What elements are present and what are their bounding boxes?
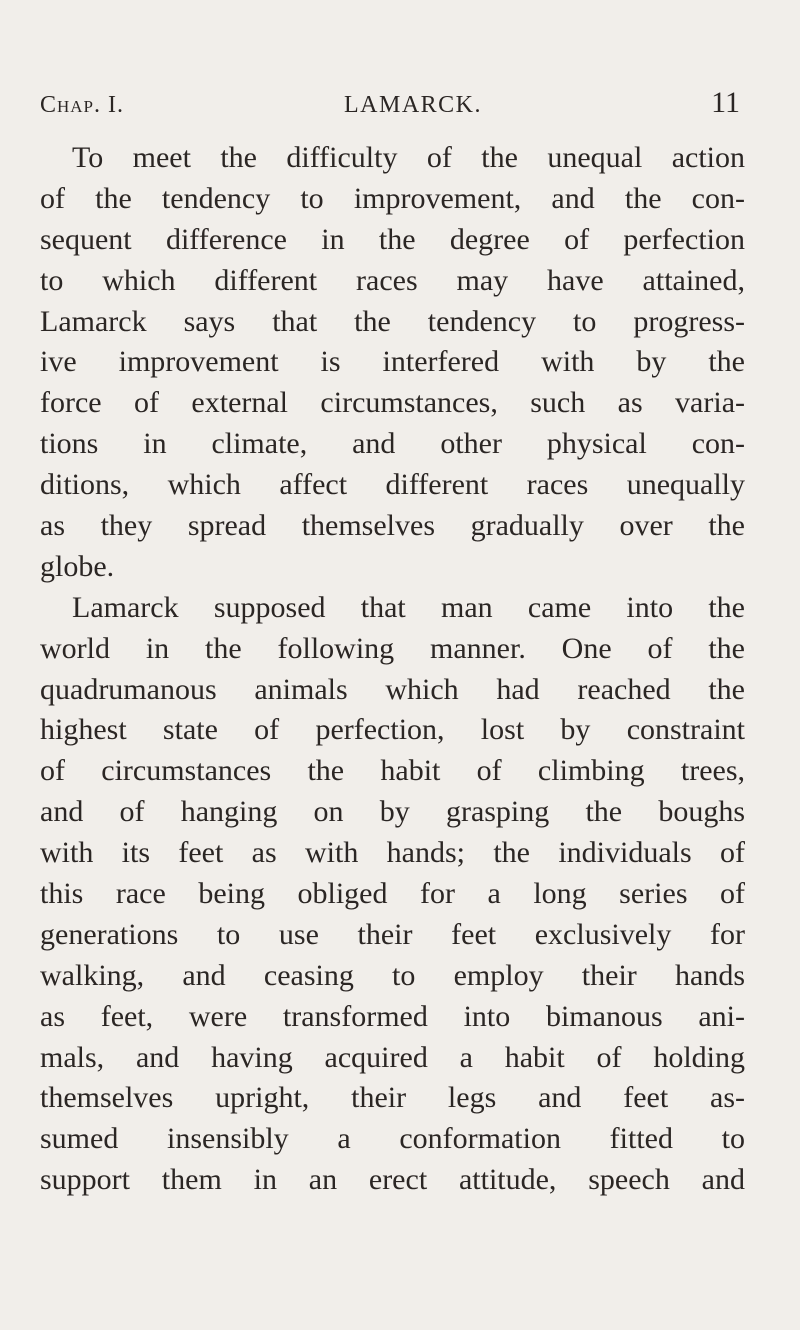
body-text — [40, 138, 745, 1201]
text-line: with its feet as with hands; the individuals of — [40, 836, 745, 870]
text-line: and of hanging on by grasping the boughs — [40, 795, 745, 829]
text-line: Lamarck says that the tendency to progress- — [40, 304, 745, 338]
text-line: highest state of perfection, lost by constraint — [40, 713, 745, 747]
text-line: walking, and ceasing to employ their hands — [40, 958, 745, 992]
text-line: force of external circumstances, such as varia- — [40, 386, 745, 420]
text-line: tions in climate, and other physical con- — [40, 427, 745, 461]
text-line: ditions, which affect different races unequally — [40, 468, 745, 502]
text-line: sumed insensibly a conformation fitted to — [40, 1122, 745, 1156]
text-line: sequent difference in the degree of perfection — [40, 222, 745, 256]
text-line: as feet, were transformed into bimanous ani- — [40, 999, 745, 1033]
page-number: 11 — [711, 86, 740, 119]
text-line: themselves upright, their legs and feet as- — [40, 1081, 745, 1115]
text-line: as they spread themselves gradually over the — [40, 509, 745, 543]
text-line: to which different races may have attained, — [40, 263, 745, 297]
running-head — [40, 86, 740, 132]
text-line: ive improvement is interfered with by the — [40, 345, 745, 379]
text-line: world in the following manner. One of the — [40, 631, 745, 665]
text-line: support them in an erect attitude, speech and — [40, 1163, 745, 1197]
text-line: generations to use their feet exclusively for — [40, 917, 745, 951]
text-line: of the tendency to improvement, and the con- — [40, 181, 745, 215]
chapter-label: Chap. I. — [40, 92, 125, 118]
text-line: globe. — [40, 549, 115, 583]
running-title: LAMARCK. — [344, 92, 483, 118]
text-line: quadrumanous animals which had reached the — [40, 672, 745, 706]
text-line: Lamarck supposed that man came into the — [72, 590, 745, 624]
text-line: this race being obliged for a long series of — [40, 877, 745, 911]
text-line: To meet the difficulty of the unequal action — [72, 141, 745, 174]
text-line: of circumstances the habit of climbing trees, — [40, 754, 745, 788]
text-line: mals, and having acquired a habit of holding — [40, 1040, 745, 1074]
